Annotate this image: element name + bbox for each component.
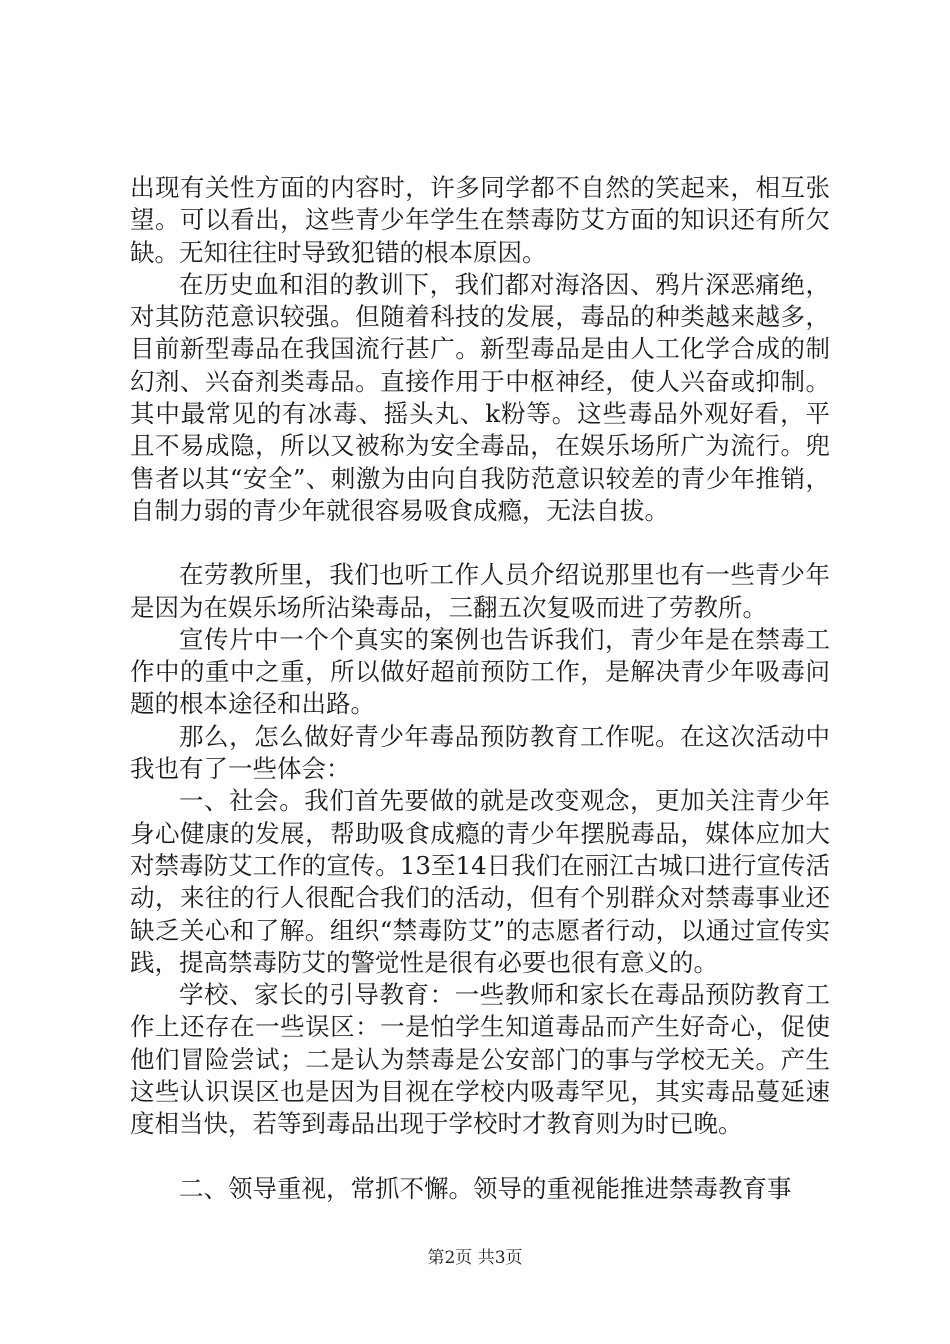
paragraph-how-to-prevent: 那么，怎么做好青少年毒品预防教育工作呢。在这次活动中我也有了一些体会： [130,721,830,784]
paragraph-leadership: 二、领导重视，常抓不懈。领导的重视能推进禁毒教育事 [179,1173,792,1203]
paragraph-continuation: 出现有关性方面的内容时，许多同学都不自然的笑起来，相互张望。可以看出，这些青少年学生在禁毒防艾方面的知识还有所欠缺。无知往往时导致犯错的根本原因。 [130,173,830,267]
document-body [130,172,830,1205]
paragraph-school-parents: 学校、家长的引导教育：一些教师和家长在毒品预防教育工作上还存在一些误区：一是怕学生知道毒品而产生好奇心，促使他们冒险尝试；二是认为禁毒是公安部门的事与学校无关。产生这些认识误区也是因为目视在学校内吸毒罕见，其实毒品蔓延速度相当快，若等到毒品出现于学校时才教育则为时已晚。 [130,980,830,1139]
paragraph-labor-camp: 在劳教所里，我们也听工作人员介绍说那里也有一些青少年是因为在娱乐场所沾染毒品，三翻五次复吸而进了劳教所。 [130,560,830,622]
paragraph-society: 一、社会。我们首先要做的就是改变观念，更加关注青少年身心健康的发展，帮助吸食成瘾的青少年摆脱毒品，媒体应加大对禁毒防艾工作的宣传。13至14日我们在丽江古城口进行宣传活动，来往的行人很配合我们的活动，但有个别群众对禁毒事业还缺乏关心和了解。组织“禁毒防艾”的志愿者行动，以通过宣传实践，提高禁毒防艾的警觉性是很有必要也很有意义的。 [130,786,830,977]
paragraph-new-drugs: 在历史血和泪的教训下，我们都对海洛因、鸦片深恶痛绝，对其防范意识较强。但随着科技的发展，毒品的种类越来越多，目前新型毒品在我国流行甚广。新型毒品是由人工化学合成的制幻剂、兴奋剂类毒品。直接作用于中枢神经，使人兴奋或抑制。其中最常见的有冰毒、摇头丸、k粉等。这些毒品外观好看，平且不易成隐，所以又被称为安全毒品，在娱乐场所广为流行。兜售者以其“安全”、刺激为由向自我防范意识较差的青少年推销，自制力弱的青少年就很容易吸食成瘾，无法自拔。 [130,269,830,525]
page-footer: 第2页 共3页 [427,1248,523,1268]
paragraph-promo-film: 宣传片中一个个真实的案例也告诉我们，青少年是在禁毒工作中的重中之重，所以做好超前预防工作，是解决青少年吸毒问题的根本途径和出路。 [130,624,830,719]
